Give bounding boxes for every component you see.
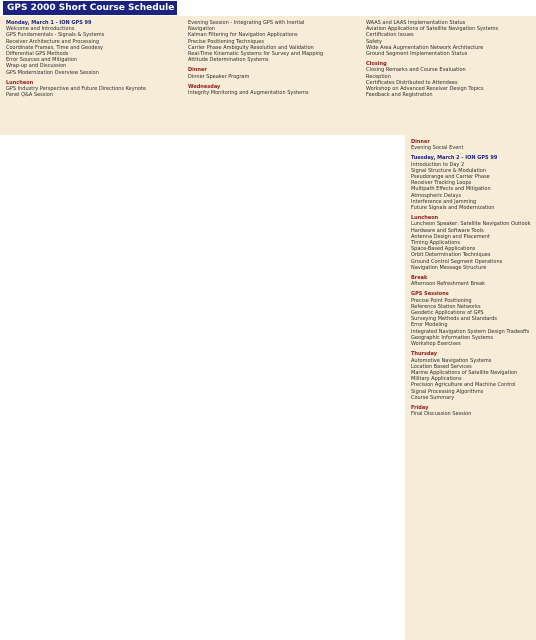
session-list [6,26,181,76]
session-list [411,411,531,417]
session-item: Receiver Architecture and Processing [6,38,100,45]
session-item: Surveying Methods and Standards [411,316,498,323]
session-item: Introduction to Day 2 [411,161,465,168]
page-title: GPS 2000 Short Course Schedule [3,1,177,15]
session-item: GPS Industry Perspective and Future Directions Keynote [6,86,146,93]
session-item: Error Modeling [411,322,448,329]
session-item: Closing Remarks and Course Evaluation [366,67,466,74]
session-list [366,67,532,98]
session-item: Orbit Determination Techniques [411,252,491,259]
session-item: Integrity Monitoring and Augmentation Systems [188,90,309,97]
schedule-column-right [411,139,531,417]
session-item: Receiver Tracking Loops [411,180,472,187]
session-item: Dinner Speaker Program [188,73,250,80]
session-list [411,281,531,287]
session-item: Marine Applications of Satellite Navigation [411,369,518,376]
session-item: Signal Processing Algorithms [411,388,484,395]
session-list [411,162,531,212]
session-item: Military Applications [411,376,462,383]
session-item: Automotive Navigation Systems [411,357,492,364]
session-item: Signal Structure & Modulation [411,167,487,174]
session-item: Real-Time Kinematic Systems for Survey and Mapping [188,51,324,58]
session-item: Workshop Exercises [411,341,461,348]
section-heading: GPS Sessions [411,291,449,298]
session-item: Reception [366,73,391,80]
session-item: Space-Based Applications [411,246,476,253]
session-item: Kalman Filtering for Navigation Applications [188,32,298,39]
section-heading: Closing [366,61,387,68]
session-item: Final Discussion Session [411,411,472,418]
session-item: GPS Modernization Overview Session [6,69,99,76]
session-item: Antenna Design and Placement [411,233,490,240]
schedule-column-1 [6,20,181,98]
schedule-column-2 [188,20,363,96]
session-item: Geodetic Applications of GPS [411,310,484,317]
session-item: Certificates Distributed to Attendees [366,79,458,86]
session-list [188,20,363,63]
section-heading: Dinner [188,67,207,74]
session-item: Precision Agriculture and Machine Control [411,382,516,389]
session-item: Evening Social Event [411,145,464,152]
session-item: Geographic Information Systems [411,334,494,341]
session-item: Aviation Applications of Satellite Navigation Systems [366,26,499,33]
session-item: Course Summary [411,394,455,401]
session-item: Precise Positioning Techniques [188,38,264,45]
session-list [188,74,363,80]
session-list [411,358,531,401]
session-item: Hardware and Software Tools [411,227,484,234]
day-heading: Monday, March 1 - ION GPS 99 [6,20,92,26]
session-list [188,90,363,96]
session-item: Precise Point Positioning [411,297,472,304]
session-item: Location Based Services [411,363,472,370]
session-item: Carrier Phase Ambiguity Resolution and Validation [188,44,314,51]
session-item: Evening Session - Integrating GPS with Inertial [188,20,305,26]
session-item: Navigation Message Structure [411,264,487,271]
session-item: Reference Station Networks [411,303,481,310]
session-item: WAAS and LAAS Implementation Status [366,20,466,26]
session-item: Navigation [188,26,215,33]
session-list [6,86,181,98]
session-item: Differential GPS Methods [6,51,69,58]
section-heading: Friday [411,404,429,411]
session-list [411,145,531,151]
session-item: Multipath Effects and Mitigation [411,186,491,193]
session-item: Safety [366,38,382,45]
session-item: Certification Issues [366,32,414,39]
session-item: Future Signals and Modernization [411,205,495,212]
section-heading: Luncheon [6,79,34,86]
session-item: Timing Applications [411,240,461,247]
session-item: Luncheon Speaker: Satellite Navigation Outlook [411,221,531,228]
section-heading: Dinner [411,139,430,145]
session-item: Ground Control Segment Operations [411,258,503,265]
session-item: Ground Segment Implementation Status [366,51,468,58]
section-heading: Wednesday [188,83,221,90]
session-item: Afternoon Refreshment Break [411,281,485,288]
session-item: Interference and Jamming [411,198,477,205]
session-list [411,221,531,271]
session-item: Panel Q&A Session [6,92,53,99]
session-item: GPS Fundamentals - Signals & Systems [6,32,105,39]
section-heading: Thursday [411,351,438,358]
schedule-column-3 [366,20,532,98]
session-item: Attitude Determination Systems [188,57,269,64]
section-heading: Break [411,275,428,282]
session-list [366,20,532,57]
session-item: Feedback and Registration [366,92,433,99]
session-item: Error Sources and Mitigation [6,57,78,64]
session-item: Integrated Navigation System Design Tradeoffs [411,328,530,335]
session-item: Coordinate Frames, Time and Geodesy [6,44,104,51]
session-item: Wide Area Augmentation Network Architecture [366,44,484,51]
session-list [411,298,531,348]
section-heading: Luncheon [411,215,439,222]
session-item: Wrap-up and Discussion [6,63,67,70]
session-item: Atmospheric Delays [411,192,461,199]
day-heading: Tuesday, March 2 - ION GPS 99 [411,155,498,162]
session-item: Welcome and Introductions [6,26,75,33]
session-item: Pseudorange and Carrier Phase [411,174,490,181]
session-item: Workshop on Advanced Receiver Design Topics [366,86,484,93]
